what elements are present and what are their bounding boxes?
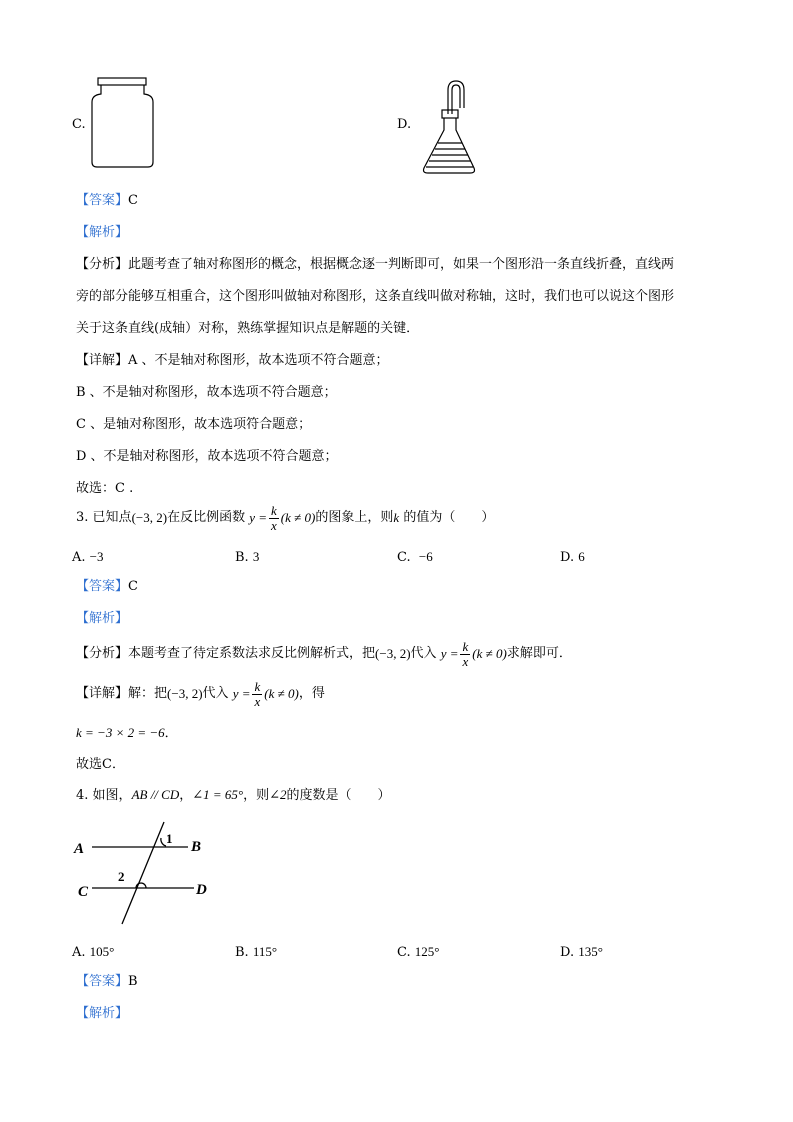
fenxi-tag: 【分析】 [76, 257, 129, 272]
fenxi-text: 此题考查了轴对称图形的概念，根据概念逐一判断即可，如果一个图形沿一条直线折叠，直线两 [128, 257, 675, 272]
fenxi-point: (−3, 2) [375, 646, 411, 661]
q2-analysis-tag: 【解析】 [76, 225, 129, 240]
q4-stem-d: 的度数是（ ） [286, 788, 391, 803]
q3-stem [76, 500, 494, 536]
option-label: D. [560, 550, 575, 565]
q4-angle1: ∠1 = 65° [192, 787, 244, 802]
option-c-label: C. [72, 117, 86, 132]
q3-detail [76, 676, 325, 712]
q3-choice: 故选C． [76, 757, 125, 772]
fenxi-text-b: 代入 [410, 646, 437, 661]
option-label: B. [235, 550, 249, 565]
q2-choice: 故选：C . [76, 481, 134, 496]
q2-detail-a [76, 352, 389, 370]
fenxi-text-c: 求解即可． [506, 646, 572, 661]
flask-figure [418, 78, 488, 178]
label-c: C [78, 884, 89, 900]
answer-value: C [128, 579, 138, 594]
q4-angle2: ∠2 [269, 787, 287, 802]
fenxi-tag: 【分析】 [76, 646, 129, 661]
option-label: D. [560, 945, 575, 960]
calc-end: ． [164, 726, 178, 741]
q3-fraction [269, 504, 279, 533]
q3-point: (−3, 2) [131, 510, 168, 525]
q2-answer [76, 192, 138, 210]
q4-analysis-tag: 【解析】 [76, 1006, 129, 1021]
option-d-label: D. [397, 117, 412, 132]
detail-tag: 【详解】 [76, 353, 129, 368]
q3-stem-b: 在反比例函数 [167, 510, 246, 525]
answer-value: B [128, 974, 138, 989]
q3-answer [76, 578, 138, 596]
detail-fraction [252, 680, 262, 709]
fenxi-text-a: 本题考查了待定系数法求反比例解析式，把 [128, 646, 376, 661]
calc-expression: k = −3 × 2 = −6 [76, 725, 165, 740]
frac-numerator: k [462, 638, 469, 654]
label-a: A [74, 841, 85, 857]
q2-detail-d: D 、不是轴对称图形，故本选项不符合题意； [76, 449, 338, 464]
detail-text-b: 代入 [202, 686, 229, 701]
option-value: −6 [418, 549, 433, 564]
answer-tag: 【答案】 [76, 974, 129, 989]
q2-detail-c: C 、是轴对称图形，故本选项符合题意； [76, 417, 312, 432]
q3-option-c [397, 548, 433, 567]
option-label: C. [397, 550, 411, 565]
q4-option-a [72, 943, 114, 962]
q2-fenxi-line1 [76, 256, 674, 274]
frac-denominator: x [462, 653, 469, 669]
q2-fenxi-line3: 关于这条直线(成轴）对称，熟练掌握知识点是解题的关键． [76, 321, 420, 336]
flask-icon [424, 81, 475, 173]
q4-option-b [235, 943, 277, 962]
label-angle-2: 2 [118, 869, 125, 884]
detail-a-text: A 、不是轴对称图形，故本选项不符合题意； [128, 353, 389, 368]
label-b: B [191, 839, 202, 855]
option-value: 115° [252, 944, 278, 959]
frac-denominator: x [271, 517, 277, 533]
detail-text-c: ，得 [298, 686, 325, 701]
q4-answer [76, 973, 138, 991]
answer-tag: 【答案】 [76, 579, 129, 594]
option-value: 6 [578, 549, 585, 564]
label-angle-1: 1 [166, 831, 173, 846]
option-value: 135° [578, 944, 603, 959]
option-value: −3 [89, 549, 104, 564]
transversal-line [122, 822, 164, 924]
answer-tag: 【答案】 [76, 193, 129, 208]
q3-option-a [72, 548, 104, 567]
option-value: 3 [252, 549, 260, 564]
q4-stem-b: ， [179, 788, 193, 803]
q3-option-b [235, 548, 259, 567]
detail-condition: (k ≠ 0) [264, 686, 299, 701]
q3-analysis-tag: 【解析】 [76, 611, 129, 626]
q4-number: 4. [76, 788, 89, 803]
option-label: A. [72, 550, 86, 565]
fenxi-func-y: y = [440, 646, 459, 661]
q3-condition: (k ≠ 0) [280, 510, 316, 525]
fenxi-condition: (k ≠ 0) [472, 646, 507, 661]
q3-stem-a: 已知点 [92, 510, 132, 525]
q4-stem-a: 如图， [92, 788, 132, 803]
detail-func-y: y = [232, 686, 251, 701]
q3-func-y: y = [249, 510, 268, 525]
frac-numerator: k [254, 678, 261, 694]
q4-parallel: AB // CD [131, 787, 180, 802]
q3-stem-c: 的图象上，则 [315, 510, 394, 525]
frac-denominator: x [254, 693, 261, 709]
frac-numerator: k [271, 502, 277, 518]
detail-text-a: 解：把 [128, 686, 168, 701]
q3-calc [76, 724, 178, 743]
label-d: D [196, 882, 207, 898]
q2-detail-b: B 、不是轴对称图形，故本选项不符合题意； [76, 385, 337, 400]
option-label: B. [235, 945, 249, 960]
detail-point: (−3, 2) [167, 686, 203, 701]
option-label: C. [397, 945, 411, 960]
jar-figure [88, 76, 158, 170]
q4-stem-c: ，则 [243, 788, 270, 803]
q3-k: k [393, 510, 400, 525]
option-label: A. [72, 945, 86, 960]
answer-value: C [128, 193, 138, 208]
detail-tag: 【详解】 [76, 686, 129, 701]
fenxi-fraction [460, 640, 470, 669]
q4-stem [76, 786, 391, 805]
option-value: 105° [89, 944, 115, 959]
q3-fenxi [76, 636, 572, 672]
q2-fenxi-line2: 旁的部分能够互相重合，这个图形叫做轴对称图形，这条直线叫做对称轴，这时，我们也可以说这个图形 [76, 289, 675, 304]
jar-icon [92, 78, 153, 167]
parallel-lines-figure [70, 816, 220, 928]
q3-number: 3. [76, 510, 89, 525]
q4-option-d [560, 943, 603, 962]
q3-option-d [560, 548, 585, 567]
q4-option-c [397, 943, 439, 962]
option-value: 125° [414, 944, 440, 959]
q3-stem-d: 的值为（ ） [403, 510, 495, 525]
